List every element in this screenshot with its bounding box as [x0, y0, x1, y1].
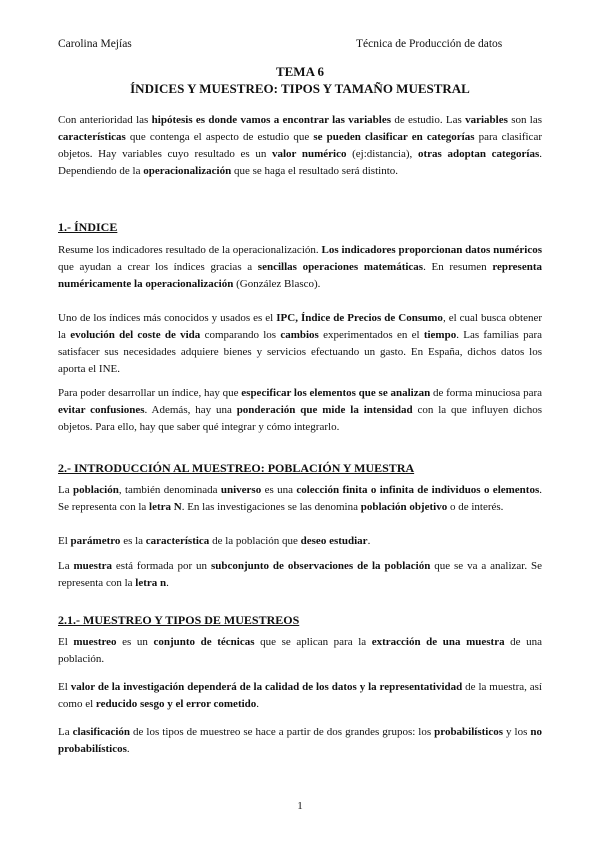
text-run: . Además, hay una [144, 404, 237, 416]
header-author: Carolina Mejías [58, 38, 132, 50]
text-run: que se aplican para la [254, 636, 372, 648]
text-run: es la [120, 535, 146, 547]
text-run: . [256, 698, 260, 710]
bold-text-run: población objetivo [360, 501, 448, 513]
indice-paragraph-3 [58, 385, 542, 436]
bold-text-run: operacionalización [143, 165, 232, 177]
bold-text-run: sencillas operaciones matemáticas [257, 261, 424, 273]
bold-text-run: Los indicadores proporcionan datos numéricos [321, 244, 542, 256]
section-heading-tipos-muestreo: 2.1.- MUESTREO Y TIPOS DE MUESTREOS [58, 613, 300, 627]
clasificacion-paragraph [58, 724, 542, 758]
text-run: que ayudan a crear los índices gracias a [58, 261, 258, 273]
text-run: Para poder desarrollar un índice, hay que [58, 387, 242, 399]
bold-text-run: valor numérico [271, 148, 347, 160]
text-run: con la que influyen dichos objetos. Para ello, hay que saber qué integrar y cómo integrarlo. [58, 404, 542, 433]
indice-paragraph-1 [58, 242, 542, 293]
bold-text-run: otras adoptan categorías [417, 148, 540, 160]
bold-text-run: hipótesis es donde vamos a encontrar las variables [151, 114, 392, 126]
text-run: La [58, 560, 74, 572]
text-run: que se haga el resultado será distinto. [231, 165, 399, 177]
parametro-paragraph [58, 533, 542, 550]
indice-paragraph-2 [58, 310, 542, 378]
bold-text-run: letra N [149, 501, 182, 513]
bold-text-run: ponderación que mide la intensidad [236, 404, 413, 416]
bold-text-run: cambios [280, 329, 319, 341]
text-run: y los [503, 726, 531, 738]
text-run: de estudio. Las [391, 114, 466, 126]
bold-text-run: parámetro [70, 535, 121, 547]
bold-text-run: tiempo [423, 329, 457, 341]
text-run: Resume los indicadores resultado de la operacionalización. [58, 244, 322, 256]
text-run: El [58, 681, 71, 693]
bold-text-run: representa numéricamente la operacionalización [58, 261, 543, 290]
text-run: Con anterioridad las [58, 114, 152, 126]
text-run: experimentados en el [318, 329, 424, 341]
bold-text-run: valor de la investigación dependerá de la calidad de los datos y la representatividad [70, 681, 463, 693]
bold-text-run: evolución del coste de vida [70, 329, 201, 341]
text-run: (González Blasco). [233, 278, 321, 290]
text-run: El [58, 636, 74, 648]
bold-text-run: IPC, Índice de Precios de Consumo [276, 312, 443, 324]
text-run: . En las investigaciones se las denomina [181, 501, 361, 513]
document-subtitle: ÍNDICES Y MUESTREO: TIPOS Y TAMAÑO MUESTRAL [130, 81, 470, 96]
text-run: para clasificar objetos. Hay variables cuyo resultado es un [58, 131, 542, 160]
bold-text-run: muestreo [73, 636, 117, 648]
text-run: . Las familias para satisfacer sus necesidades adquiere bienes y servicios efectuando un gasto. En España, dichos datos los aporta el INE. [58, 329, 542, 375]
bold-text-run: característica [145, 535, 210, 547]
text-run: (ej:distancia), [346, 148, 418, 160]
bold-text-run: reducido sesgo y el error cometido [95, 698, 257, 710]
text-run: , el cual busca obtener la [58, 312, 542, 341]
text-run: que se va a analizar. Se representa con la [58, 560, 542, 589]
muestra-paragraph [58, 558, 542, 592]
text-run: que contenga el aspecto de estudio que [125, 131, 314, 143]
muestreo-paragraph [58, 634, 542, 668]
text-run: es una [261, 484, 297, 496]
text-run: La [58, 726, 73, 738]
bold-text-run: evitar confusiones [58, 404, 145, 416]
text-run: , también denominada [118, 484, 221, 496]
bold-text-run: extracción de una muestra [371, 636, 505, 648]
valor-paragraph [58, 679, 542, 713]
text-run: está formada por un [112, 560, 211, 572]
bold-text-run: muestra [73, 560, 113, 572]
text-run: . Dependiendo de la [58, 148, 543, 177]
text-run: . [166, 577, 169, 589]
text-run: o de interés. [447, 501, 504, 513]
text-run: La [58, 484, 73, 496]
text-run: de la población que [209, 535, 301, 547]
text-run: . [367, 535, 371, 547]
section-heading-indice: 1.- ÍNDICE [58, 220, 118, 234]
text-run: . Se representa con la [58, 484, 542, 513]
bold-text-run: características [58, 131, 126, 143]
text-run: . En resumen [423, 261, 493, 273]
text-run: es un [116, 636, 154, 648]
page-number: 1 [297, 800, 303, 812]
section-heading-muestreo: 2.- INTRODUCCIÓN AL MUESTREO: POBLACIÓN Y MUESTRA [58, 461, 415, 475]
bold-text-run: conjunto de técnicas [153, 636, 255, 648]
bold-text-run: se pueden clasificar en categorías [313, 131, 475, 143]
text-run: . [126, 743, 130, 755]
text-run: El [58, 535, 71, 547]
bold-text-run: variables [465, 114, 508, 126]
text-run: de la muestra, así como el [58, 681, 542, 710]
header-course: Técnica de Producción de datos [356, 38, 503, 50]
document-title: TEMA 6 [275, 64, 325, 79]
text-run: Uno de los índices más conocidos y usados es el [58, 312, 277, 324]
text-run: comparando los [200, 329, 281, 341]
text-run: de los tipos de muestreo se hace a partir de dos grandes grupos: los [130, 726, 435, 738]
bold-text-run: probabilísticos [434, 726, 504, 738]
bold-text-run: no probabilísticos [58, 726, 542, 755]
bold-text-run: universo [220, 484, 262, 496]
bold-text-run: población [72, 484, 119, 496]
text-run: de una población. [58, 636, 543, 665]
poblacion-paragraph [58, 482, 542, 516]
text-run: de forma minuciosa para [430, 387, 542, 399]
bold-text-run: deseo estudiar [300, 535, 368, 547]
bold-text-run: clasificación [72, 726, 131, 738]
bold-text-run: subconjunto de observaciones de la población [210, 560, 431, 572]
bold-text-run: colección finita o infinita de individuos o elementos [296, 484, 540, 496]
text-run: son las [507, 114, 543, 126]
bold-text-run: letra n [135, 577, 167, 589]
intro-paragraph [58, 112, 542, 180]
bold-text-run: especificar los elementos que se analizan [241, 387, 431, 399]
